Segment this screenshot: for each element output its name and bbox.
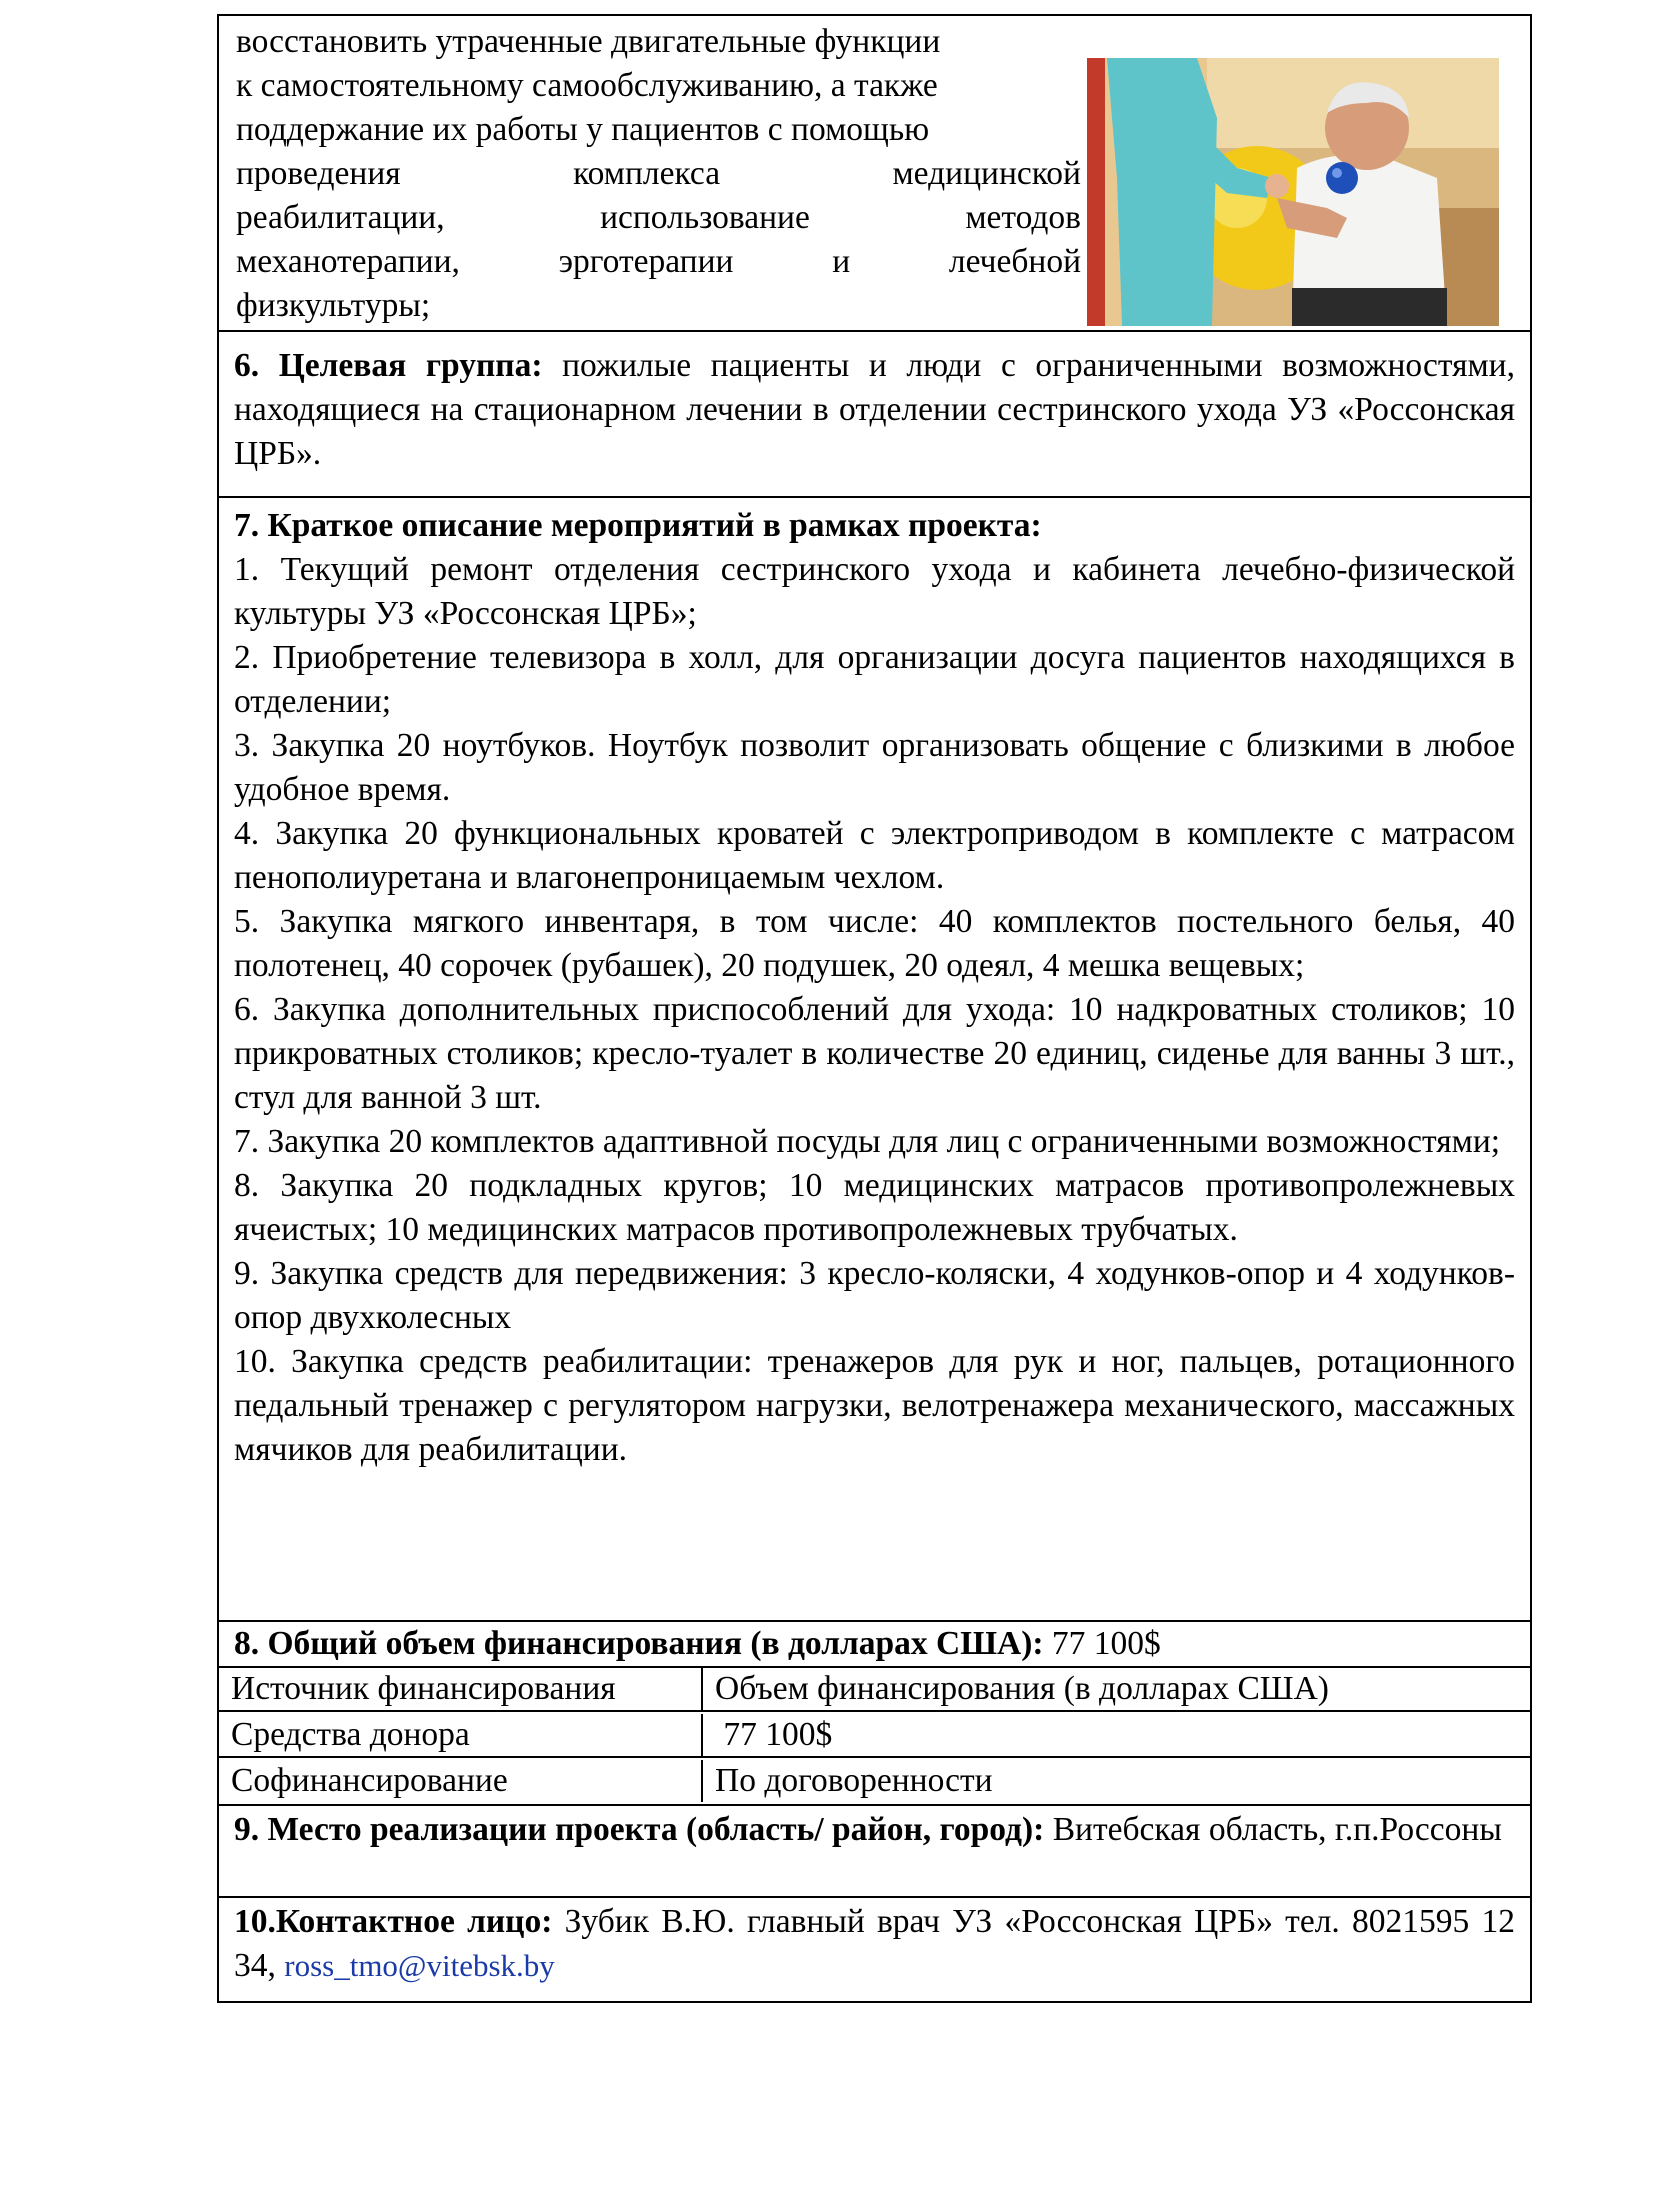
rehabilitation-photo (1087, 58, 1499, 326)
contact-heading: 10.Контактное лицо: (234, 1903, 553, 1940)
funding-source-cell: Софинансирование (219, 1760, 703, 1802)
funding-amount-cell: По договоренности (715, 1762, 993, 1799)
contact-section (219, 1898, 1530, 2003)
intro-line: восстановить утраченные двигательные функции (236, 23, 941, 60)
activity-item: 7. Закупка 20 комплектов адаптивной посуды для лиц с ограниченными возможностями; (234, 1123, 1501, 1160)
funding-table-row (219, 1760, 1530, 1806)
target-group-heading: 6. Целевая группа: (234, 347, 543, 384)
contact-details: Зубик В.Ю. главный врач УЗ «Россонская ЦРБ» тел. 8021595 12 34, (234, 1903, 1515, 1984)
target-group-text (234, 344, 1515, 476)
intro-line: поддержание их работы у пациентов с помощью (236, 111, 930, 148)
funding-col-amount: Объем финансирования (в долларах США) (715, 1670, 1329, 1707)
target-group-section (219, 332, 1530, 498)
funding-amount-cell: 77 100$ (715, 1716, 833, 1753)
activities-heading (234, 504, 1515, 548)
activity-item: 2. Приобретение телевизора в холл, для организации досуга пациентов находящихся в отделении; (234, 639, 1515, 720)
activity-item: 8. Закупка 20 подкладных кругов; 10 медицинских матрасов противопролежневых ячеистых; 10 медицинских матрасов противопролежневых трубчатых. (234, 1167, 1515, 1248)
activity-item: 4. Закупка 20 функциональных кроватей с электроприводом в комплекте с матрасом пенополиуретана и влагонепроницаемым чехлом. (234, 815, 1515, 896)
intro-line: к самостоятельному самообслуживанию, а также (236, 67, 938, 104)
funding-total-line (234, 1622, 1515, 1666)
contact-text (234, 1900, 1515, 1988)
activities-heading-text: 7. Краткое описание мероприятий в рамках проекта: (234, 507, 1042, 544)
funding-table-row (219, 1714, 1530, 1758)
activity-item: 5. Закупка мягкого инвентаря, в том числе: 40 комплектов постельного белья, 40 полотенец, 40 сорочек (рубашек), 20 подушек, 20 одеял, 4 мешка вещевых; (234, 903, 1515, 984)
funding-table-header (219, 1668, 1530, 1712)
activities-section (219, 498, 1530, 1622)
funding-heading: 8. Общий объем финансирования (в долларах США): (234, 1625, 1044, 1662)
activity-item: 9. Закупка средств для передвижения: 3 кресло-коляски, 4 ходунков-опор и 4 ходунков-опор двухколесных (234, 1255, 1515, 1336)
funding-table (219, 1668, 1530, 1806)
funding-col-source: Источник финансирования (219, 1668, 703, 1710)
intro-text (236, 20, 1081, 328)
activity-item: 1. Текущий ремонт отделения сестринского ухода и кабинета лечебно-физической культуры УЗ «Россонская ЦРБ»; (234, 551, 1515, 632)
intro-line: реабилитации, использование методов (236, 199, 1081, 236)
location-section (219, 1806, 1530, 1898)
activities-list (234, 504, 1515, 1472)
funding-source-cell: Средства донора (219, 1714, 703, 1756)
location-text (234, 1808, 1515, 1852)
target-group-description: пожилые пациенты и люди с ограниченными возможностями, находящиеся на стационарном лечении в отделении сестринского ухода УЗ «Россонская ЦРБ». (234, 347, 1515, 472)
location-heading: 9. Место реализации проекта (область/ район, город): (234, 1811, 1045, 1848)
rehabilitation-photo-illustration (1087, 58, 1499, 326)
activity-item: 6. Закупка дополнительных приспособлений для ухода: 10 надкроватных столиков; 10 прикроватных столиков; кресло-туалет в количестве 20 единиц, сиденье для ванны 3 шт., стул для ванной 3 шт. (234, 991, 1515, 1116)
intro-line: проведения комплекса медицинской (236, 155, 1081, 192)
intro-section (219, 16, 1530, 332)
location-value: Витебская область, г.п.Россоны (1052, 1811, 1502, 1848)
document-table (217, 14, 1532, 2003)
contact-email-link[interactable]: ross_tmo@vitebsk.by (284, 1948, 555, 1983)
intro-line: механотерапии, эрготерапии и лечебной (236, 243, 1081, 280)
funding-section (219, 1622, 1530, 1668)
activity-item: 3. Закупка 20 ноутбуков. Ноутбук позволит организовать общение с близкими в любое удобное время. (234, 727, 1515, 808)
activity-item: 10. Закупка средств реабилитации: тренажеров для рук и ног, пальцев, ротационного педальный тренажер с регулятором нагрузки, велотренажера механического, массажных мячиков для реабилитации. (234, 1343, 1515, 1468)
funding-total: 77 100$ (1051, 1625, 1161, 1662)
intro-line: физкультуры; (236, 287, 431, 324)
